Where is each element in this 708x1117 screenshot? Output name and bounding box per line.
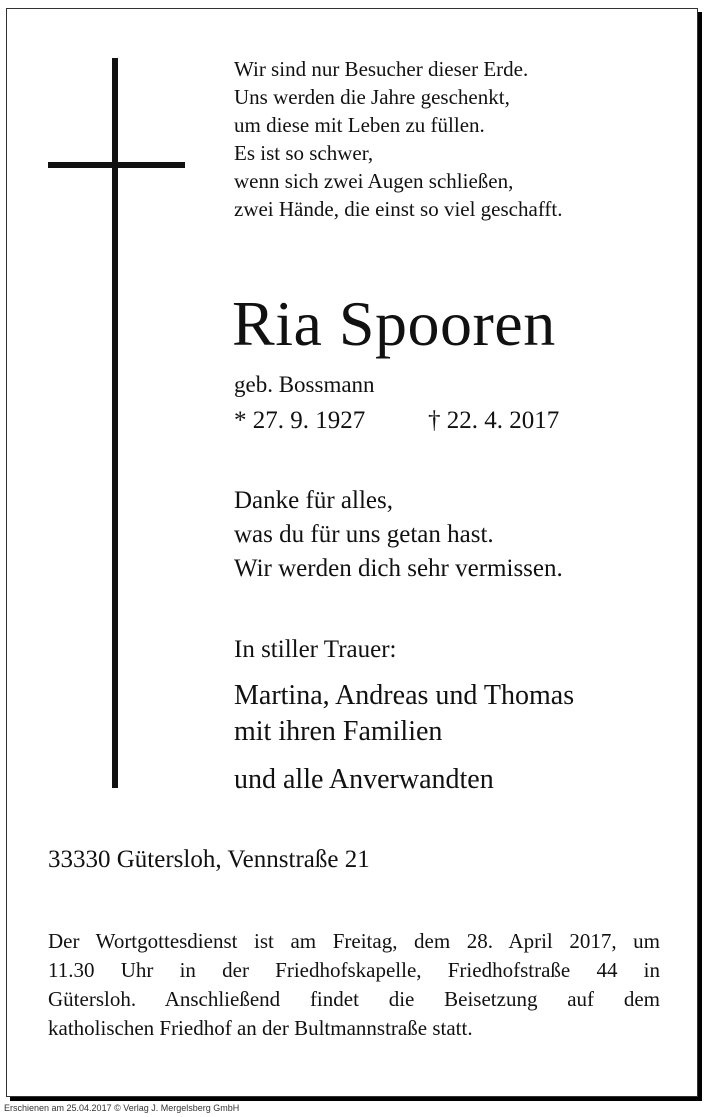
poem-line: wenn sich zwei Augen schließen, — [234, 169, 514, 193]
service-line: 11.30 Uhr in der Friedhofskapelle, Friedhofstraße 44 in — [48, 958, 660, 982]
service-info — [48, 927, 660, 1043]
thanks-line: was du für uns getan hast. — [234, 521, 494, 548]
death-date: † 22. 4. 2017 — [428, 407, 560, 434]
poem-line: um diese mit Leben zu füllen. — [234, 113, 485, 137]
thanks-line: Danke für alles, — [234, 487, 393, 514]
cross-icon-horizontal — [48, 162, 185, 168]
deceased-name: Ria Spooren — [232, 288, 556, 359]
relatives: und alle Anverwandten — [234, 764, 494, 795]
poem-line: Wir sind nur Besucher dieser Erde. — [234, 57, 529, 81]
poem — [234, 55, 563, 223]
frame-shadow-right — [698, 12, 702, 1101]
frame-shadow-bottom — [10, 1097, 702, 1101]
mourning-label: In stiller Trauer: — [234, 636, 397, 663]
maiden-name: geb. Bossmann — [234, 372, 375, 397]
publication-footer: Erschienen am 25.04.2017 © Verlag J. Mergelsberg GmbH — [4, 1103, 240, 1113]
thanks-text — [234, 484, 563, 586]
service-line: Der Wortgottesdienst ist am Freitag, dem 28. April 2017, um — [48, 929, 660, 953]
mourners-line: Martina, Andreas und Thomas — [234, 680, 575, 711]
poem-line: Es ist so schwer, — [234, 141, 374, 165]
mourners — [234, 678, 574, 750]
thanks-line: Wir werden dich sehr vermissen. — [234, 555, 563, 582]
poem-line: Uns werden die Jahre geschenkt, — [234, 85, 510, 109]
mourners-line: mit ihren Familien — [234, 716, 443, 747]
birth-date: * 27. 9. 1927 — [234, 407, 366, 434]
poem-line: zwei Hände, die einst so viel geschafft. — [234, 197, 563, 221]
service-line: Gütersloh. Anschließend findet die Beisetzung auf dem — [48, 987, 660, 1011]
service-line: katholischen Friedhof an der Bultmannstraße statt. — [48, 1016, 473, 1040]
life-dates — [234, 404, 560, 438]
address: 33330 Gütersloh, Vennstraße 21 — [48, 846, 370, 873]
